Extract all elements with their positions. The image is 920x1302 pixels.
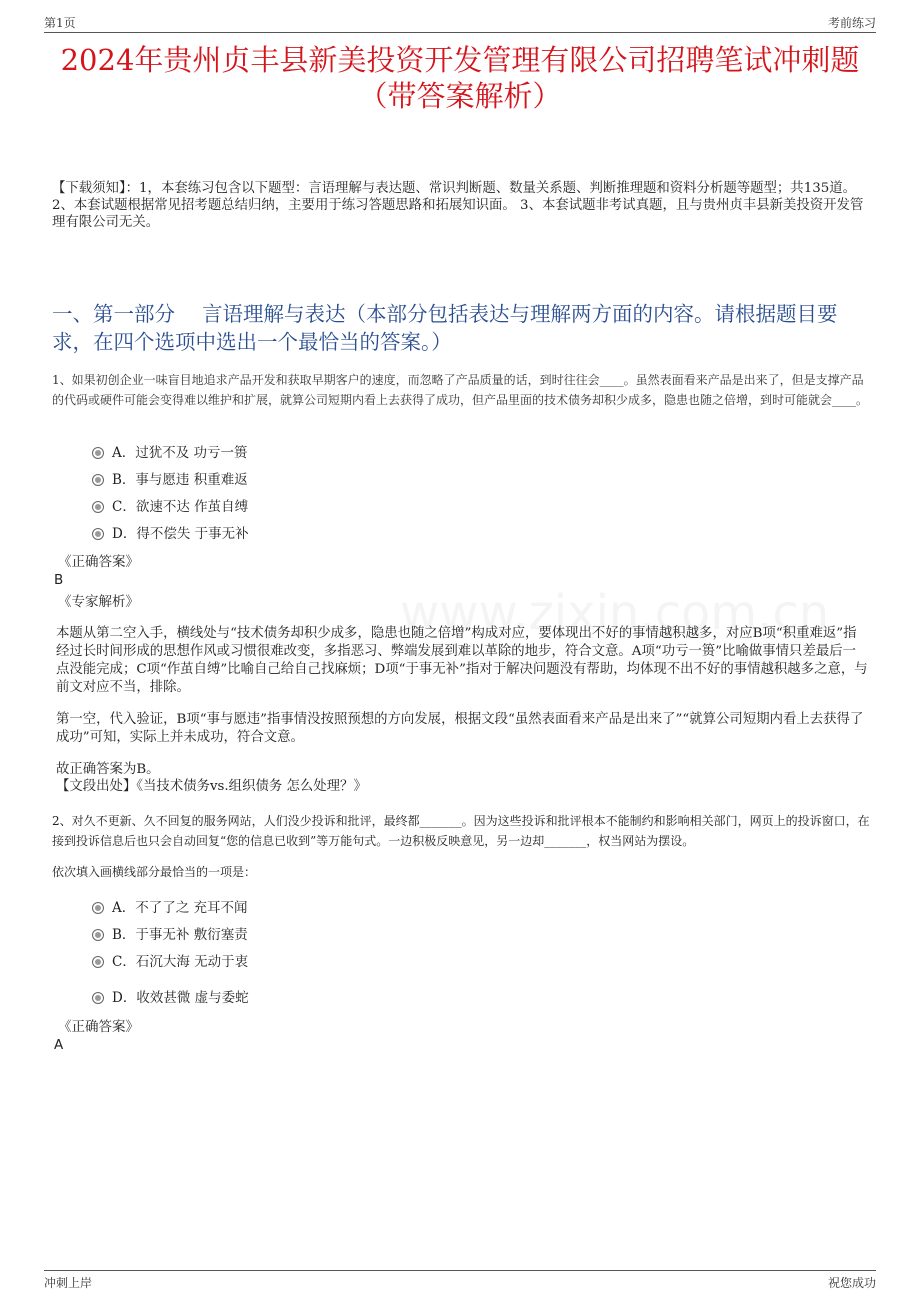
title-line-2: （带答案解析） (358, 79, 562, 113)
radio-icon[interactable] (92, 956, 104, 968)
question-2-text: 2、对久不更新、久不回复的服务网站，人们没少投诉和批评，最终都_______。因为这些投诉和批评根本不能制约和影响相关部门，网页上的投诉窗口，在接到投诉信息后也只会自动回复“您的信息已收到”等万能句式。一边积极反映意见，另一边却_______，权当网站为摆设。 (52, 814, 870, 848)
q1-source: 【文段出处】《当技术债务vs.组织债务 怎么处理？》 (56, 779, 367, 794)
q2-option-d[interactable]: D．收效甚微 虚与委蛇 (92, 989, 249, 1007)
header-label: 考前练习 (827, 16, 876, 30)
download-notice: 【下载须知】：1，本套练习包含以下题型：言语理解与表达题、常识判断题、数量关系题、判断推理题和资料分析题等题型；共135道。 2、本套试题根据常见招考题总结归纳，主要用于练习答题思路和拓展知识面。 3、本套试题非考试真题，且与贵州贞丰县新美投资开发管理有限公司无关。 (52, 181, 864, 230)
title-line-1: 2024年贵州贞丰县新美投资开发管理有限公司招聘笔试冲刺题 (60, 43, 860, 77)
q1-analysis-p1: 本题从第二空入手，横线处与“技术债务却积少成多，隐患也随之倍增”构成对应，要体现出不好的事情越积越多，对应B项“积重难返”指经过长时间形成的思想作风或习惯很难改变，多指恶习、弊端发展到难以革除的地步，符合文意。A项“功亏一篑”比喻做事情只差最后一点没能完成；C项“作茧自缚”比喻自己给自己找麻烦；D项“于事无补”指对于解决问题没有帮助，均体现不出不好的事情越积越多之意，与前文对应不当，排除。 (56, 626, 868, 695)
q1-answer: B (54, 572, 64, 588)
q1-option-b[interactable]: B．事与愿违 积重难返 (92, 471, 248, 489)
footer-left: 冲刺上岸 (44, 1276, 93, 1290)
page-footer (44, 1270, 876, 1291)
document-title (44, 42, 876, 114)
question-1-text: 1、如果初创企业一味盲目地追求产品开发和获取早期客户的速度，而忽略了产品质量的话，到时往往会____。虽然表面看来产品是出来了，但是支撑产品的代码或硬件可能会变得难以维护和扩展，就算公司短期内看上去获得了成功，但产品里面的技术债务却积少成多，隐患也随之倍增，到时可能就会____。 (52, 373, 869, 407)
q1-correct-label: 《正确答案》 (58, 554, 139, 570)
q2-answer: A (54, 1037, 64, 1053)
radio-icon[interactable] (92, 501, 104, 513)
page-header (44, 14, 876, 33)
footer-right: 祝您成功 (827, 1276, 876, 1290)
q1-option-a[interactable]: A．过犹不及 功亏一篑 (92, 444, 248, 462)
radio-icon[interactable] (92, 902, 104, 914)
q2-option-c[interactable]: C．石沉大海 无动于衷 (92, 953, 248, 971)
section-heading: 一、第一部分 言语理解与表达（本部分包括表达与理解两方面的内容。请根据题目要求，在四个选项中选出一个最恰当的答案。） (52, 302, 838, 354)
q2-option-a[interactable]: A．不了了之 充耳不闻 (92, 899, 248, 917)
question-2-prompt: 依次填入画横线部分最恰当的一项是： (52, 865, 257, 879)
q1-analysis-label: 《专家解析》 (58, 594, 139, 610)
q1-analysis-p3: 故正确答案为B。 (56, 762, 160, 777)
q1-option-d[interactable]: D．得不偿失 于事无补 (92, 525, 249, 543)
radio-icon[interactable] (92, 474, 104, 486)
q1-analysis-p2: 第一空，代入验证，B项“事与愿违”指事情没按照预想的方向发展，根据文段“虽然表面看来产品是出来了”“就算公司短期内看上去获得了成功”可知，实际上并未成功，符合文意。 (56, 712, 864, 745)
q2-option-b[interactable]: B．于事无补 敷衍塞责 (92, 926, 248, 944)
radio-icon[interactable] (92, 528, 104, 540)
radio-icon[interactable] (92, 992, 104, 1004)
radio-icon[interactable] (92, 929, 104, 941)
q1-option-c[interactable]: C．欲速不达 作茧自缚 (92, 498, 248, 516)
q2-correct-label: 《正确答案》 (58, 1019, 139, 1035)
radio-icon[interactable] (92, 447, 104, 459)
page-number: 第1页 (44, 16, 76, 30)
